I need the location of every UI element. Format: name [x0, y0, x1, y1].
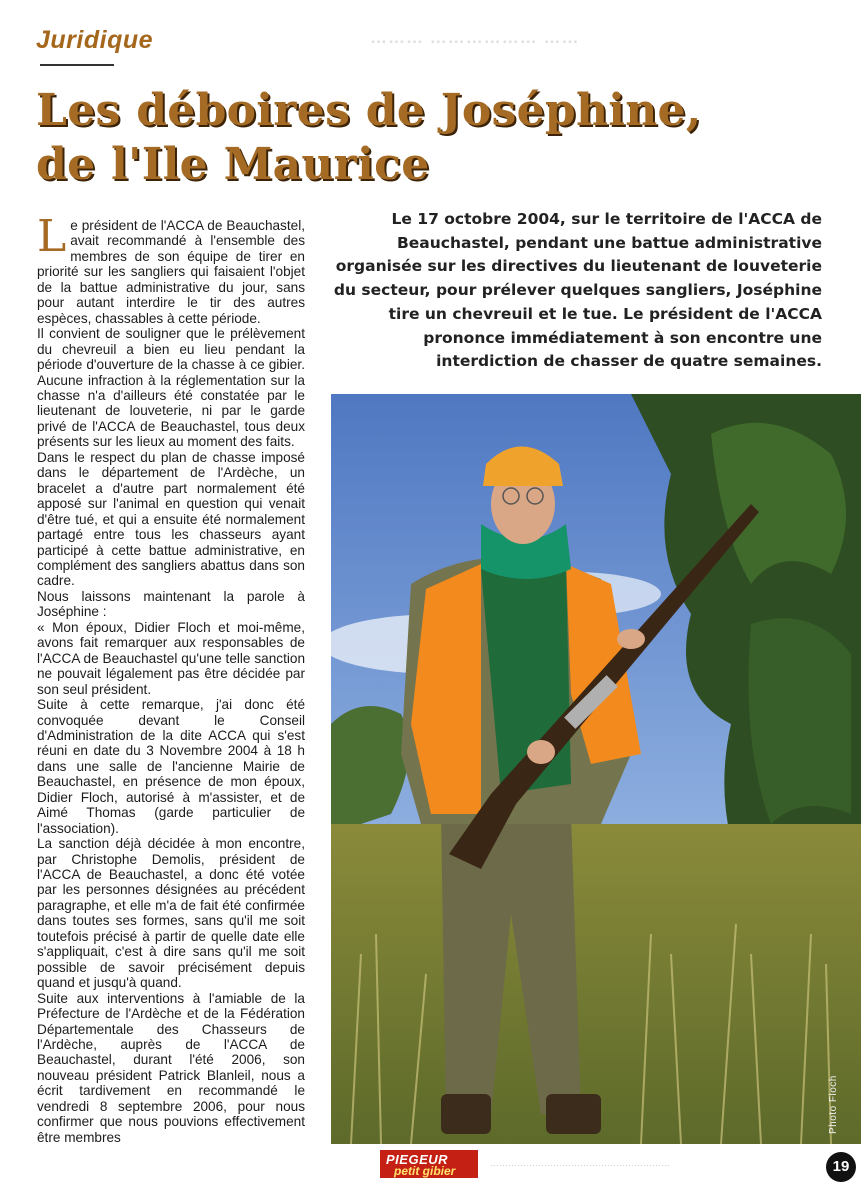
body-paragraph: Il convient de souligner que le prélèvement du chevreuil a bien eu lieu pendant la période d'ouverture de la chasse à ce gibier. Aucune infraction à la réglementation sur la chasse n'a d'ailleurs été constatée par le lieutenant de louveterie, ni par le garde privé de l'ACCA de Beauchastel, tous deux présents sur les lieux au moment des faits. [37, 326, 305, 450]
magazine-logo [380, 1150, 478, 1178]
body-paragraph: La sanction déjà décidée à mon encontre, par Christophe Demolis, président de l'ACCA de Beauchastel, a donc été votée par les personnes désignées au précédent paragraphe, et elle m'a de fait été confirmée dans toutes ses formes, sans qu'il me soit toutefois précisé à partir de quelle date elle s'appliquait, c'est à dire sans qu'il me soit possible de savoir précisément depuis quand et jusqu'à quand. [37, 836, 305, 991]
article-title [36, 84, 701, 192]
body-paragraph: Nous laissons maintenant la parole à Joséphine : [37, 588, 305, 620]
logo-line-1: PIEGEUR [386, 1152, 449, 1167]
body-paragraph: Suite à cette remarque, j'ai donc été convoquée devant le Conseil d'Administration de la dite ACCA qui s'est réuni en date du 3 Novembre 2004 à 18 h dans une salle de l'ancienne Mairie de Beauchastel, en présence de mon époux, Didier Floch, autorisé à m'assister, et de Aimé Thomas (garde particulier de l'association). [37, 697, 305, 836]
page-number: 19 [826, 1152, 856, 1182]
body-paragraph: Suite aux interventions à l'amiable de la Préfecture de l'Ardèche et de la Fédération Départementale des Chasseurs de l'Ardèche, auprès de l'ACCA de Beauchastel, durant l'été 2006, son nouveau président Patrick Blanleil, nous a écrit tardivement en recommandé le vendredi 8 septembre 2006, pour nous confirmer que nous pouvions effectivement être membres [37, 990, 305, 1145]
body-paragraph: Dans le respect du plan de chasse imposé dans le département de l'Ardèche, un bracelet a d'autre part normalement été apposé sur l'animal en question qui venait d'être tué, et qui a ensuite été normalement partagé entre tous les chasseurs ayant participé à cette battue administrative, en complément des sangliers abattus dans son cadre. [37, 449, 305, 589]
photo-illustration [331, 394, 861, 1144]
footer-bleed-text: …………………………………………………… [490, 1158, 670, 1168]
section-label: Juridique [36, 26, 154, 54]
logo-line-2: petit gibier [394, 1164, 456, 1178]
body-paragraph [37, 211, 305, 326]
photo-credit: Photo Floch [828, 1075, 839, 1134]
title-line-1: Les déboires de Joséphine, [36, 85, 702, 136]
hunter-photo [331, 394, 861, 1144]
section-underline [40, 64, 114, 66]
bleed-through-text: ……… ……………… …… [370, 28, 580, 47]
body-paragraph: « Mon époux, Didier Floch et moi-même, avons fait remarquer aux responsables de l'ACCA de Beauchastel qu'une telle sanction ne pouvait légalement pas être décidée par son seul président. [37, 619, 305, 697]
drop-cap: L [37, 211, 67, 262]
body-text: e président de l'ACCA de Beauchastel, avait recommandé à l'ensemble des membres de son équipe de tirer en priorité sur les sangliers qui faisaient l'objet de la battue administrative du jour, sans pour autant interdire le tir des autres espèces, chassables à cette période. [37, 218, 305, 326]
title-line-2: de l'Ile Maurice [36, 139, 430, 190]
lead-paragraph: Le 17 octobre 2004, sur le territoire de l'ACCA de Beauchastel, pendant une battue administrative organisée sur les directives du lieutenant de louveterie du secteur, pour prélever quelques sangliers, Joséphine tire un chevreuil et le tue. Le président de l'ACCA prononce immédiatement à son encontre une interdiction de chasser de quatre semaines. [333, 210, 822, 371]
body-column [37, 211, 305, 1145]
